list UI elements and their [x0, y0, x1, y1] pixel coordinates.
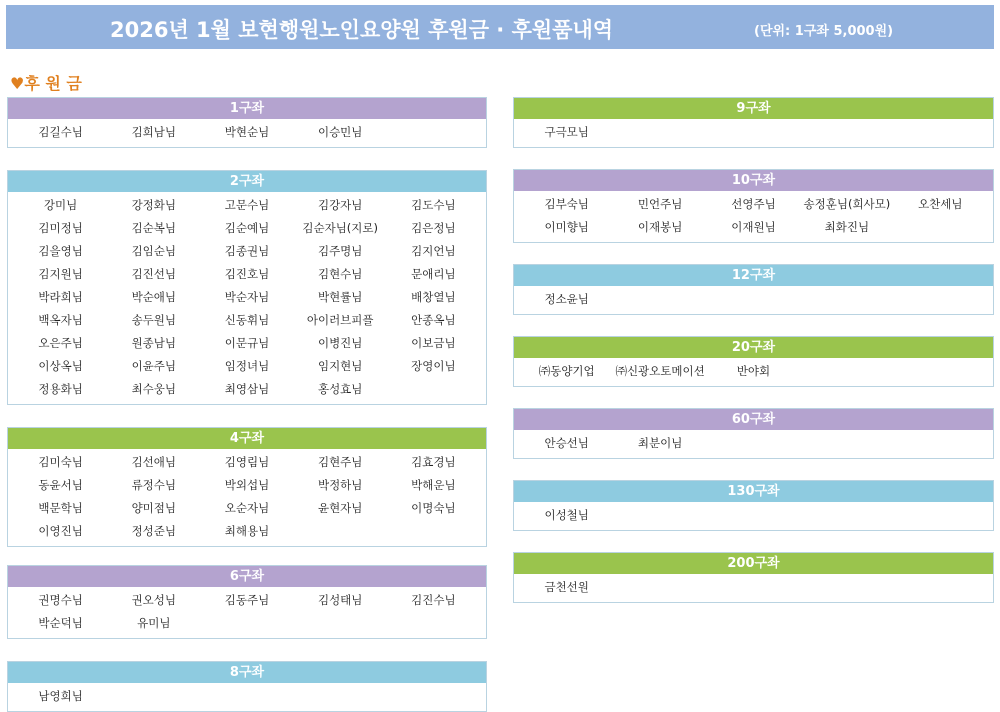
donor-name: 송두원님 [131, 313, 176, 327]
donor-name-list [514, 191, 993, 242]
donor-name: 김길수님 [38, 125, 83, 139]
donor-name: 송정훈님(희사모) [803, 197, 891, 211]
donor-name-list [8, 119, 486, 147]
donor-name: 선영주님 [731, 197, 776, 211]
donor-name: 금천선원 [544, 580, 589, 594]
donor-name: 이승민님 [317, 125, 363, 139]
donor-group [513, 264, 994, 315]
donor-name: 백옥자님 [38, 313, 83, 327]
donor-name: 박정하님 [317, 478, 363, 492]
section-title-donations: ♥후 원 금 [10, 74, 82, 93]
donor-name: 이재원님 [731, 220, 776, 234]
donor-name: 이명숙님 [411, 501, 456, 515]
donor-group [513, 97, 994, 148]
donor-name: 김순예님 [224, 221, 270, 235]
donor-name: 최수웅님 [131, 382, 176, 396]
donor-name: 권명수님 [38, 593, 83, 607]
donor-name: 안승선님 [544, 436, 589, 450]
group-header: 10구좌 [514, 170, 993, 191]
donor-name: 아이러브피플 [306, 313, 374, 327]
group-header: 130구좌 [514, 481, 993, 502]
donor-name: 강미님 [43, 198, 78, 212]
donor-name: 김진수님 [411, 593, 456, 607]
donor-name: 이영진님 [38, 524, 83, 538]
donor-name: 이상옥님 [38, 359, 83, 373]
donor-name: 김성태님 [317, 593, 363, 607]
donor-name: 장영이님 [411, 359, 456, 373]
donor-name: 윤현자님 [317, 501, 363, 515]
donor-name: 정소윤님 [544, 292, 589, 306]
donor-name: 유미님 [137, 616, 171, 630]
group-header: 2구좌 [8, 171, 486, 192]
donor-group [513, 169, 994, 243]
group-header: 6구좌 [8, 566, 486, 587]
donor-name: 신동휘님 [224, 313, 270, 327]
donor-name: 이재봉님 [637, 220, 683, 234]
donor-group [513, 336, 994, 387]
donor-name: 김종권님 [224, 244, 270, 258]
donor-name-list [514, 286, 993, 314]
donor-name: 김순자님(지로) [302, 221, 379, 235]
group-header: 200구좌 [514, 553, 993, 574]
donor-name: 박순자님 [224, 290, 270, 304]
donor-name: 김을영님 [38, 244, 83, 258]
donor-name: 김부숙님 [544, 197, 589, 211]
donor-name: 이윤주님 [131, 359, 176, 373]
donor-name: 류정수님 [131, 478, 176, 492]
donor-name: 김지원님 [38, 267, 83, 281]
donor-name: 김주명님 [317, 244, 363, 258]
unit-note: (단위: 1구좌 5,000원) [754, 24, 894, 39]
donor-name: 김동주님 [224, 593, 270, 607]
donor-name: 이문규님 [224, 336, 270, 350]
donor-name-list [8, 192, 486, 404]
group-header: 1구좌 [8, 98, 486, 119]
donor-name: 강정화님 [131, 198, 176, 212]
donor-name-list [514, 358, 993, 386]
donor-name: 박순애님 [131, 290, 176, 304]
donor-name: 고문수님 [224, 198, 270, 212]
donor-name: 김진선님 [131, 267, 176, 281]
donor-name: 원종남님 [131, 336, 176, 350]
donor-name: 최분이님 [637, 436, 683, 450]
donor-name: 이병진님 [317, 336, 363, 350]
donor-name-list [514, 574, 993, 602]
group-header: 60구좌 [514, 409, 993, 430]
donor-name: 김지언님 [411, 244, 456, 258]
donor-name: 권오성님 [131, 593, 176, 607]
donor-name: 오찬세님 [918, 197, 963, 211]
donor-name-list [8, 683, 486, 711]
donor-name: 김미숙님 [38, 455, 83, 469]
donor-name-list [514, 430, 993, 458]
donor-name: 오은주님 [38, 336, 83, 350]
donor-name-list [8, 449, 486, 546]
donor-name: 박현순님 [224, 125, 270, 139]
donor-name: 김순복님 [131, 221, 176, 235]
donor-name: 김현수님 [317, 267, 363, 281]
donor-name: 구극모님 [544, 125, 589, 139]
donor-name: 민언주님 [637, 197, 683, 211]
donor-name: 안종옥님 [411, 313, 456, 327]
donor-name: 김은정님 [411, 221, 456, 235]
donor-name: ㈜신광오토메이션 [615, 364, 705, 378]
donor-name: 김현주님 [317, 455, 363, 469]
donor-name: 반야회 [736, 364, 771, 378]
donor-name: 양미점님 [131, 501, 176, 515]
donor-name: 임지현님 [317, 359, 363, 373]
right-column [513, 97, 994, 603]
donor-name: 김강자님 [317, 198, 363, 212]
donor-name: 박라희님 [38, 290, 83, 304]
donor-name: 김도수님 [411, 198, 456, 212]
donor-group [513, 408, 994, 459]
donor-name: 박순덕님 [38, 616, 83, 630]
donor-name: 김영림님 [224, 455, 270, 469]
donor-name: 김미정님 [38, 221, 83, 235]
donor-name: 박외섭님 [224, 478, 270, 492]
group-header: 9구좌 [514, 98, 993, 119]
donor-name: 김희남님 [131, 125, 176, 139]
donor-name: 김임순님 [131, 244, 176, 258]
group-header: 20구좌 [514, 337, 993, 358]
donor-name: 최해용님 [224, 524, 270, 538]
donor-name: 김선애님 [131, 455, 176, 469]
group-header: 8구좌 [8, 662, 486, 683]
donor-name: 임정녀님 [224, 359, 270, 373]
donor-name: 이성철님 [544, 508, 589, 522]
donor-name: ㈜동양기업 [538, 364, 595, 378]
donor-group [513, 552, 994, 603]
left-column [7, 97, 487, 712]
donor-group [7, 170, 487, 405]
group-header: 12구좌 [514, 265, 993, 286]
donor-name: 남영희님 [38, 689, 83, 703]
group-header: 4구좌 [8, 428, 486, 449]
donor-name: 동윤서님 [38, 478, 83, 492]
donor-name: 정용화님 [38, 382, 83, 396]
donor-name-list [8, 587, 486, 638]
donor-name: 배창열님 [411, 290, 456, 304]
donor-name: 정성준님 [131, 524, 176, 538]
donor-name: 박현률님 [317, 290, 363, 304]
donor-name: 오순자님 [224, 501, 270, 515]
donor-name: 백문학님 [38, 501, 83, 515]
donor-group [513, 480, 994, 531]
donor-name: 박해운님 [411, 478, 456, 492]
donor-group [7, 427, 487, 547]
donor-group [7, 565, 487, 639]
donor-name-list [514, 502, 993, 530]
donor-name: 최영삼님 [224, 382, 270, 396]
donor-name: 김진호님 [224, 267, 270, 281]
donor-name: 김효경님 [411, 455, 456, 469]
donor-group [7, 97, 487, 148]
donor-name: 이미향님 [544, 220, 589, 234]
donor-name: 이보금님 [411, 336, 456, 350]
donor-name: 최화진님 [824, 220, 870, 234]
page-title: 2026년 1월 보현행원노인요양원 후원금 · 후원품내역 [110, 18, 614, 42]
donor-name: 홍성효님 [317, 382, 363, 396]
donor-group [7, 661, 487, 712]
page-banner [6, 5, 994, 49]
donor-name: 문애리님 [411, 267, 456, 281]
donor-name-list [514, 119, 993, 147]
